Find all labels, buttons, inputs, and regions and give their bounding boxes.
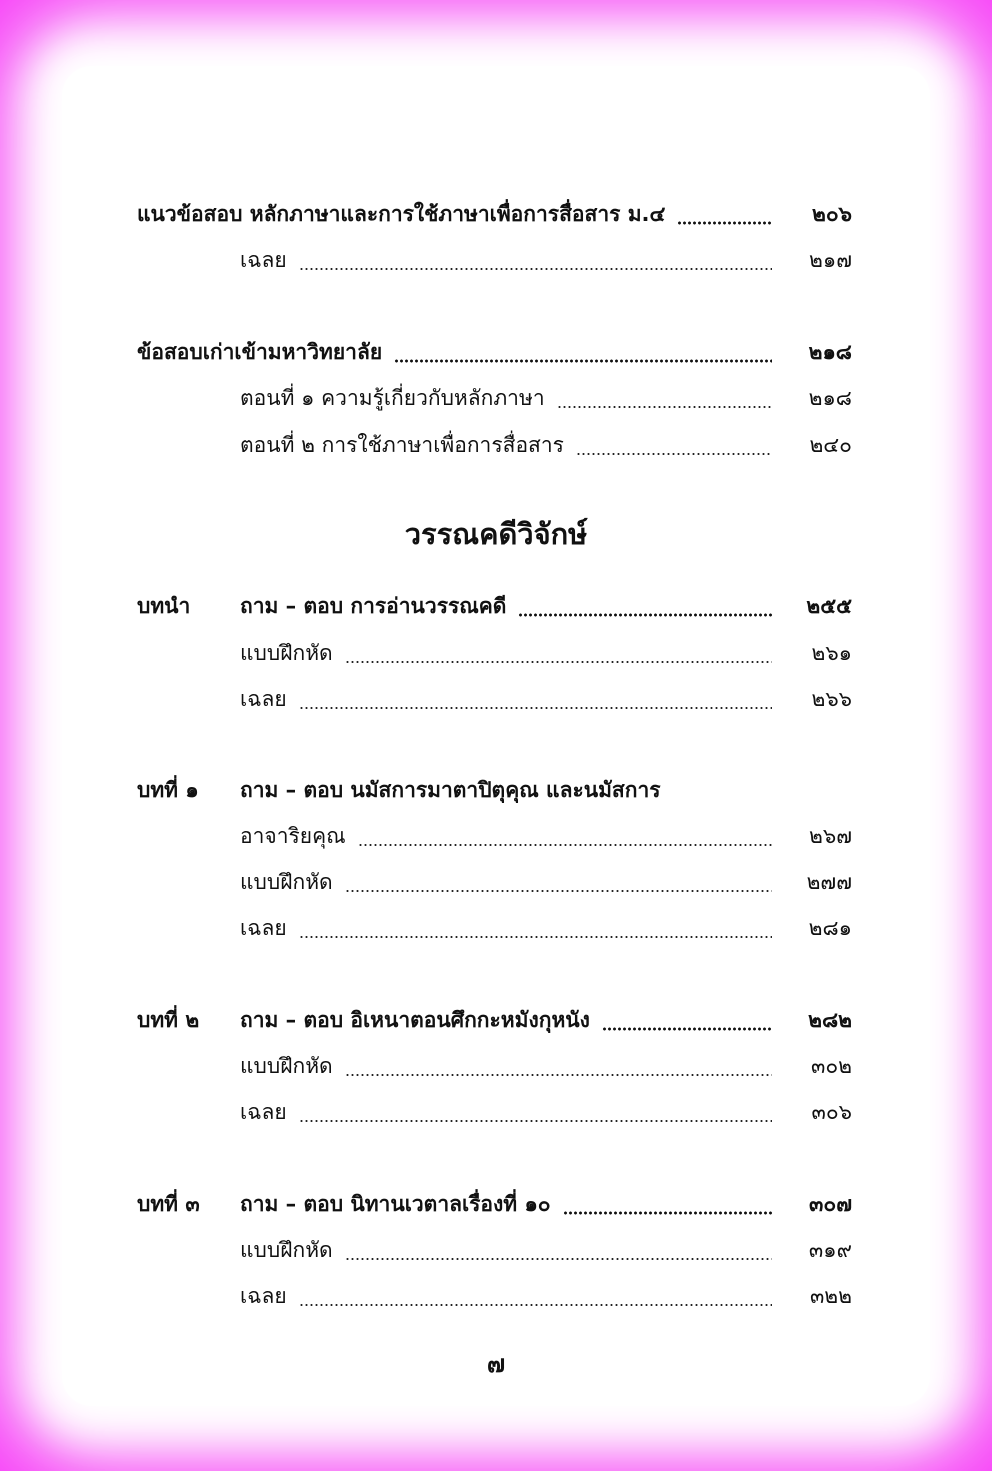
entry-page: ๒๗๗ [806, 870, 852, 894]
dot-leader [358, 827, 772, 847]
entry-page: ๒๘๒ [808, 1008, 852, 1032]
toc-entry [0, 381, 992, 415]
toc-entry [0, 197, 992, 231]
entry-title: แบบฝึกหัด [240, 870, 333, 894]
entry-page: ๒๑๘ [808, 386, 852, 410]
entry-title: ถาม – ตอบ นมัสการมาตาปิตุคุณ และนมัสการ [240, 778, 661, 802]
entry-page: ๒๖๑ [811, 641, 852, 665]
entry-title: ตอนที่ ๒ การใช้ภาษาเพื่อการสื่อสาร [240, 433, 564, 457]
chapter-label: บทที่ ๒ [137, 1008, 200, 1032]
dot-leader [677, 205, 772, 225]
dot-leader [299, 690, 772, 710]
toc-entry [0, 1233, 992, 1267]
chapter-label: บทที่ ๑ [137, 778, 199, 802]
dot-leader [299, 1287, 772, 1307]
entry-page: ๓๒๒ [809, 1284, 852, 1308]
entry-title: แนวข้อสอบ หลักภาษาและการใช้ภาษาเพื่อการสื่อสาร ม.๔ [137, 202, 666, 226]
toc-entry [0, 911, 992, 945]
dot-leader [345, 1241, 772, 1261]
entry-title: เฉลย [240, 248, 287, 272]
dot-leader [345, 644, 772, 664]
dot-leader [602, 1011, 772, 1031]
entry-title: ตอนที่ ๑ ความรู้เกี่ยวกับหลักภาษา [240, 386, 545, 410]
toc-entry [0, 1049, 992, 1083]
entry-page: ๒๔๐ [809, 433, 852, 457]
toc-entry [0, 1279, 992, 1313]
toc-entry [0, 243, 992, 277]
dot-leader [394, 343, 772, 363]
toc-entry [0, 865, 992, 899]
entry-title: ถาม – ตอบ นิทานเวตาลเรื่องที่ ๑๐ [240, 1192, 551, 1216]
toc-entry [0, 589, 992, 623]
entry-title: เฉลย [240, 1100, 287, 1124]
entry-page: ๓๐๒ [810, 1054, 852, 1078]
toc-entry [0, 636, 992, 670]
toc-entry [0, 1003, 992, 1037]
entry-title: แบบฝึกหัด [240, 1054, 333, 1078]
toc-entry [0, 1095, 992, 1129]
dot-leader [299, 1103, 772, 1123]
entry-title: ข้อสอบเก่าเข้ามหาวิทยาลัย [137, 340, 383, 364]
entry-page: ๒๑๘ [808, 340, 852, 364]
entry-page: ๒๑๗ [809, 248, 852, 272]
section-heading: วรรณคดีวิจักษ์ [404, 517, 588, 551]
entry-title: อาจาริยคุณ [240, 824, 346, 848]
dot-leader [576, 436, 772, 456]
entry-page: ๒๘๑ [808, 916, 852, 940]
entry-title: แบบฝึกหัด [240, 1238, 333, 1262]
dot-leader [345, 1057, 772, 1077]
entry-title: เฉลย [240, 687, 287, 711]
dot-leader [557, 389, 772, 409]
toc-entry [0, 682, 992, 716]
toc-entry [0, 773, 992, 807]
entry-title: เฉลย [240, 1284, 287, 1308]
toc-entry [0, 819, 992, 853]
entry-page: ๓๐๗ [809, 1192, 852, 1216]
entry-page: ๒๖๗ [809, 824, 852, 848]
dot-leader [563, 1195, 772, 1215]
toc-entry [0, 1187, 992, 1221]
chapter-label: บทที่ ๓ [137, 1192, 200, 1216]
entry-page: ๒๐๖ [812, 202, 852, 226]
page-number: ๗ [486, 1350, 506, 1378]
entry-page: ๓๐๖ [811, 1100, 852, 1124]
dot-leader [299, 251, 772, 271]
entry-page: ๓๑๙ [808, 1238, 852, 1262]
dot-leader [299, 919, 772, 939]
entry-page: ๒๕๕ [806, 594, 852, 618]
entry-title: ถาม – ตอบ การอ่านวรรณคดี [240, 594, 507, 618]
entry-title: แบบฝึกหัด [240, 641, 333, 665]
toc-entry [0, 428, 992, 462]
toc-entry [0, 335, 992, 369]
entry-title: เฉลย [240, 916, 287, 940]
dot-leader [345, 873, 772, 893]
dot-leader [518, 597, 772, 617]
entry-page: ๒๖๖ [811, 687, 852, 711]
chapter-label: บทนำ [137, 594, 191, 618]
entry-title: ถาม – ตอบ อิเหนาตอนศึกกะหมังกุหนัง [240, 1008, 590, 1032]
